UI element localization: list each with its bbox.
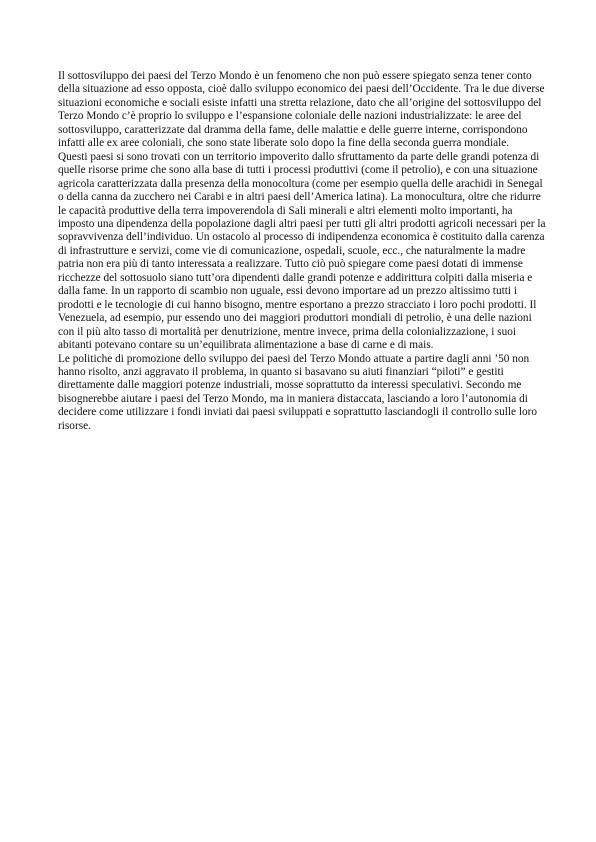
paragraph-underdevelopment-origin: Il sottosviluppo dei paesi del Terzo Mondo è un fenomeno che non può essere spiegato senza tener conto della situazione ad esso opposta, cioè dallo sviluppo economico dei paesi dell’Occidente. Tra le due diverse situazioni economiche e sociali esiste infatti una stretta relazione, dato che all’origine del sottosviluppo del Terzo Mondo c’è proprio lo sviluppo e l’espansione coloniale delle nazioni industrializzate: le aree del sottosviluppo, caratterizzate dal dramma della fame, delle malattie e delle guerre interne, corrispondono infatti alle ex aree coloniali, che sono state liberate solo dopo la fine della seconda guerra mondiale. bbox=[58, 70, 545, 150]
paragraph-development-policies: Le politiche di promozione dello sviluppo dei paesi del Terzo Mondo attuate a partire dagli anni ’50 non hanno risolto, anzi aggravato il problema, in quanto si basavano su aiuti finanziari “piloti” e gestiti direttamente dalle maggiori potenze industriali, mosse soprattutto da interessi speculativi. Secondo me bisognerebbe aiutare i paesi del Terzo Mondo, ma in maniera distaccata, lasciando a loro l’autonomia di decidere come utilizzare i fondi inviati dai paesi sviluppati e soprattutto lasciandogli il controllo sulle loro risorse. bbox=[58, 352, 538, 432]
document-page bbox=[58, 70, 546, 433]
paragraph-exploitation-monoculture: Questi paesi si sono trovati con un territorio impoverito dallo sfruttamento da parte delle grandi potenza di quelle risorse prime che sono alla base di tutti i processi produttivi (come il petrolio), e con una situazione agricola caratterizzata dalla presenza della monocoltura (come per esempio quella delle arachidi in Senegal o della canna da zucchero nei Carabi e in altri paesi dell’America latina). La monocultura, oltre che ridurre le capacità produttive della terra impoverendola di Sali minerali e altri elementi molto importanti, ha imposto una dipendenza della popolazione dagli altri paesi per tutti gli altri prodotti agricoli necessari per la sopravvivenza dell’individuo. Un ostacolo al processo di indipendenza economica è costituito dalla carenza di infrastrutture e servizi, come vie di comunicazione, ospedali, scuole, ecc., che naturalmente la madre patria non era più di tanto interessata a realizzare. Tutto ciò può spiegare come paesi dotati di immense ricchezze del sottosuolo siano tutt’ora dipendenti dalle grandi potenze e addirittura colpiti dalla miseria e dalla fame. In un rapporto di scambio non uguale, essi devono importare ad un prezzo altissimo tutti i prodotti e le tecnologie di cui hanno bisogno, mentre esportano a prezzo stracciato i loro pochi prodotti. Il Venezuela, ad esempio, pur essendo uno dei maggiori produttori mondiali di petrolio, è una delle nazioni con il più alto tasso di mortalità per denutrizione, mentre invece, prima della colonializzazione, i suoi abitanti potevano contare su un’equilibrata alimentazione a base di carne e di mais. bbox=[58, 150, 546, 352]
